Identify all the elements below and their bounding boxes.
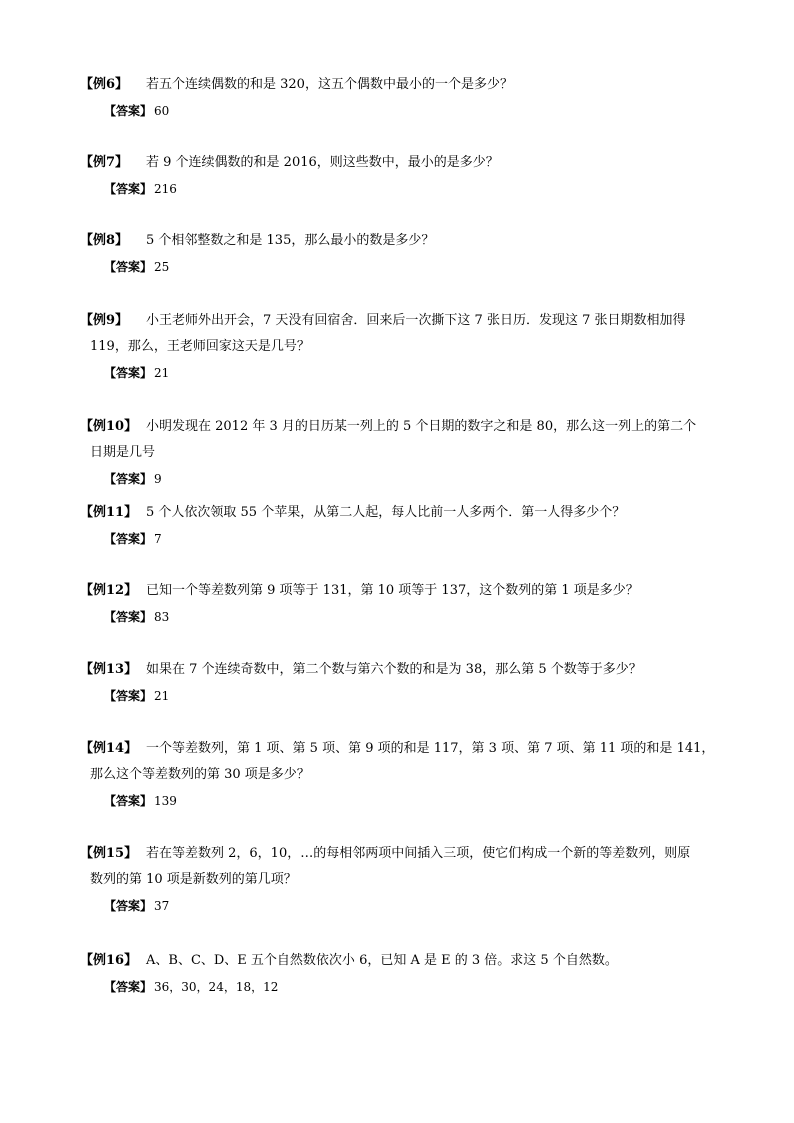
question-text: 数列的第 10 项是新数列的第几项？ bbox=[90, 872, 297, 887]
answer-label: 【答案】 bbox=[104, 899, 153, 913]
question-line bbox=[80, 308, 740, 334]
answer-value: 139 bbox=[154, 794, 177, 808]
question-text: 已知一个等差数列第 9 项等于 131，第 10 项等于 137，这个数列的第 1 项是多少？ bbox=[146, 583, 639, 598]
answer-line bbox=[80, 466, 740, 492]
question-text: 日期是几号 bbox=[90, 445, 156, 460]
question-line bbox=[80, 578, 740, 604]
example-label: 【例11】 bbox=[80, 505, 138, 520]
question-text: 那么这个等差数列的第 30 项是多少？ bbox=[90, 767, 310, 782]
answer-value: 60 bbox=[154, 104, 170, 118]
answer-line bbox=[80, 604, 740, 630]
answer-label: 【答案】 bbox=[104, 366, 153, 380]
example-8 bbox=[80, 228, 740, 280]
example-13 bbox=[80, 657, 740, 709]
question-text: A、B、C、D、E 五个自然数依次小 6，已知 A 是 E 的 3 倍。求这 5 个自然数。 bbox=[146, 953, 618, 968]
example-15 bbox=[80, 841, 740, 919]
question-text: 若 9 个连续偶数的和是 2016，则这些数中，最小的是多少？ bbox=[146, 155, 499, 170]
question-line bbox=[80, 500, 740, 526]
question-line bbox=[80, 948, 740, 974]
answer-value: 9 bbox=[154, 472, 162, 486]
example-label: 【例13】 bbox=[80, 662, 138, 677]
example-12 bbox=[80, 578, 740, 630]
answer-line bbox=[80, 254, 740, 280]
answer-value: 36，30，24，18，12 bbox=[154, 980, 279, 994]
answer-label: 【答案】 bbox=[104, 980, 153, 994]
example-label: 【例15】 bbox=[80, 846, 138, 861]
question-text: 小明发现在 2012 年 3 月的日历某一列上的 5 个日期的数字之和是 80，那么这一列上的第二个 bbox=[146, 419, 697, 434]
example-label: 【例14】 bbox=[80, 741, 138, 756]
example-16 bbox=[80, 948, 740, 1000]
question-text: 若在等差数列 2，6，10，…的每相邻两项中间插入三项，使它们构成一个新的等差数列，则原 bbox=[146, 846, 691, 861]
question-line bbox=[80, 228, 740, 254]
example-label: 【例9】 bbox=[80, 313, 129, 328]
example-label: 【例12】 bbox=[80, 583, 138, 598]
example-label: 【例10】 bbox=[80, 419, 138, 434]
answer-line bbox=[80, 98, 740, 124]
question-text: 一个等差数列，第 1 项、第 5 项、第 9 项的和是 117，第 3 项、第 7 项、第 11 项的和是 141， bbox=[146, 741, 715, 756]
answer-value: 25 bbox=[154, 260, 170, 274]
answer-label: 【答案】 bbox=[104, 260, 153, 274]
example-9 bbox=[80, 308, 740, 386]
answer-line bbox=[80, 974, 740, 1000]
question-line bbox=[80, 72, 740, 98]
question-line-continued bbox=[80, 867, 740, 893]
answer-line bbox=[80, 788, 740, 814]
example-11 bbox=[80, 500, 740, 552]
answer-value: 7 bbox=[154, 532, 162, 546]
question-line bbox=[80, 414, 740, 440]
answer-value: 21 bbox=[154, 366, 170, 380]
answer-label: 【答案】 bbox=[104, 689, 153, 703]
question-text: 5 个相邻整数之和是 135，那么最小的数是多少？ bbox=[146, 233, 435, 248]
question-text: 若五个连续偶数的和是 320，这五个偶数中最小的一个是多少？ bbox=[146, 77, 513, 92]
answer-value: 37 bbox=[154, 899, 170, 913]
question-line bbox=[80, 841, 740, 867]
answer-label: 【答案】 bbox=[104, 472, 153, 486]
example-6 bbox=[80, 72, 740, 124]
answer-value: 21 bbox=[154, 689, 170, 703]
example-7 bbox=[80, 150, 740, 202]
answer-label: 【答案】 bbox=[104, 532, 153, 546]
question-line bbox=[80, 657, 740, 683]
answer-label: 【答案】 bbox=[104, 182, 153, 196]
example-10 bbox=[80, 414, 740, 492]
question-text: 如果在 7 个连续奇数中，第二个数与第六个数的和是为 38，那么第 5 个数等于多少？ bbox=[146, 662, 642, 677]
example-label: 【例7】 bbox=[80, 155, 129, 170]
answer-line bbox=[80, 683, 740, 709]
answer-line bbox=[80, 360, 740, 386]
question-text: 5 个人依次领取 55 个苹果，从第二人起，每人比前一人多两个．第一人得多少个？ bbox=[146, 505, 626, 520]
question-line-continued bbox=[80, 334, 740, 360]
example-label: 【例6】 bbox=[80, 77, 129, 92]
answer-line bbox=[80, 893, 740, 919]
answer-line bbox=[80, 526, 740, 552]
question-line bbox=[80, 736, 740, 762]
question-line-continued bbox=[80, 762, 740, 788]
answer-label: 【答案】 bbox=[104, 104, 153, 118]
question-line-continued bbox=[80, 440, 740, 466]
answer-label: 【答案】 bbox=[104, 794, 153, 808]
answer-line bbox=[80, 176, 740, 202]
question-text: 小王老师外出开会，7 天没有回宿舍．回来后一次撕下这 7 张日历．发现这 7 张日期数相加得 bbox=[146, 313, 686, 328]
question-line bbox=[80, 150, 740, 176]
answer-label: 【答案】 bbox=[104, 610, 153, 624]
answer-value: 83 bbox=[154, 610, 170, 624]
example-label: 【例8】 bbox=[80, 233, 129, 248]
question-text: 119，那么，王老师回家这天是几号？ bbox=[90, 339, 310, 354]
example-label: 【例16】 bbox=[80, 953, 138, 968]
example-14 bbox=[80, 736, 740, 814]
answer-value: 216 bbox=[154, 182, 177, 196]
